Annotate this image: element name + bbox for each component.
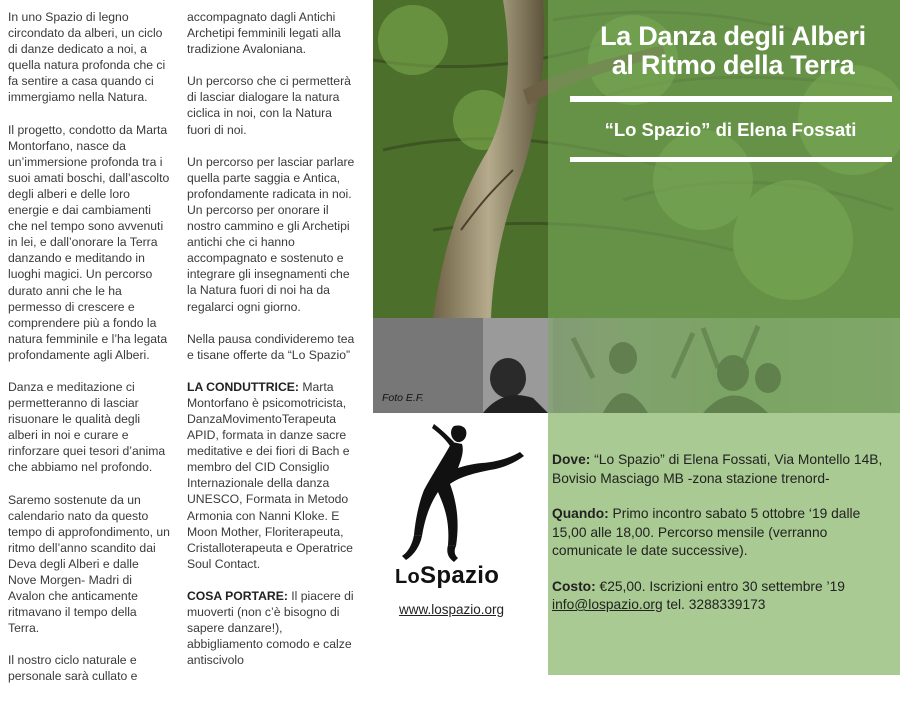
paragraph: In uno Spazio di legno circondato da alberi, un ciclo di danze dedicato a noi, a quella natura profonda che ci fa sentire a casa quando ci immergiamo nella Natura. [8,10,166,105]
logo-lo: Lo [395,566,421,588]
paragraph: Nella pausa condivideremo tea e tisane offerte da “Lo Spazio” [187,331,355,362]
cosa-portare-paragraph [187,588,359,668]
paragraph: Danza e meditazione ci permetteranno di lasciar risuonare le qualità degli alberi in noi e curare e rinforzare quei tesori d’anima che abbiamo nel profondo. [8,379,166,475]
paragraph: accompagnato dagli Antichi Archetipi femminili legati alla tradizione Avaloniana. [187,10,341,57]
conduttrice-label: LA CONDUTTRICE: [187,379,299,394]
paragraph: Il nostro ciclo naturale e personale sarà cullato e [8,653,138,684]
logo-text [395,562,499,590]
info-panel [548,413,900,675]
email-link[interactable]: info@lospazio.org [552,597,663,612]
paragraph: Saremo sostenute da un calendario nato da questo tempo di approfondimento, un ritmo dell’anno scandito dai Deva degli Alberi e dalle Nove Morgen- Madri di Avalon che anticamente ritmavano il tempo della Terra. [8,492,170,636]
costo-paragraph [552,578,897,615]
cosa-portare-text: Il piacere di muoverti (non c’è bisogno di sapere danzare!), abbigliamento comodo e calze antiscivolo [187,588,354,668]
dove-paragraph [552,451,897,488]
cover-photo [373,0,900,318]
page-subtitle: “Lo Spazio” di Elena Fossati [604,119,857,140]
costo-label: Costo: [552,578,596,594]
quando-paragraph [552,505,897,561]
paragraph: Un percorso per lasciar parlare quella parte saggia e Antica, profondamente radicata in noi. Un percorso per onorare il nostro cammino e gli Archetipi antichi che ci hanno accompagnato e sostenuto e integrare gli insegnamenti che la Natura fuori di noi ha da regalarci ogni giorno. [187,154,355,314]
dove-label: Dove: [552,452,591,467]
conduttrice-text: Marta Montorfano è psicomotricista, DanzaMovimentoTerapeuta APID, formata in danze sacre meditative e dei fiori di Bach e membro del CID Consiglio Internazionale della danza UNESCO, Formata in Metodo Armonia con Nanni Kloke. E Moon Mother, Floriterapeuta, Cristalloterapeuta e Operatrice Soul Contact. [187,379,353,571]
quando-label: Quando: [552,506,609,521]
conduttrice-paragraph [187,379,359,572]
page-title [573,22,893,80]
dove-text: “Lo Spazio” di Elena Fossati, Via Montello 14B, Bovisio Masciago MB -zona stazione trenord- [552,452,883,486]
text-column-2 [187,0,359,684]
cosa-portare-label: COSA PORTARE: [187,588,288,603]
paragraph: Un percorso che ci permetterà di lasciar dialogare la natura ciclica in noi, con la Natura fuori di noi. [187,74,351,137]
text-column-1 [8,0,170,701]
dancer-logo-icon [392,420,532,565]
divider [570,157,892,162]
website-link[interactable]: www.lospazio.org [399,602,505,617]
logo-spazio: Spazio [420,562,500,589]
title-line-1: La Danza degli Alberi [600,21,866,51]
phone-number: tel. 3288339173 [662,597,766,612]
green-overlay [548,318,900,413]
divider [570,96,892,102]
quando-text: Primo incontro sabato 5 ottobre ‘19 dalle 15,00 alle 18,00. Percorso mensile (verranno comunicate le date successive). [552,506,861,558]
paragraph: Il progetto, condotto da Marta Montorfano, nasce da un’immersione profonda tra i suoi amati boschi, dall’ascolto degli alberi e delle loro energie e dai cambiamenti che nel tempo sono avvenuti in lei, e dall’onorare la Terra danzando e meditando in luoghi magici. Un percorso durato anni che le ha permesso di crescere e comprendere più a fondo la natura femminile e l’ha legata profondamente agli Alberi. [8,122,170,362]
costo-text: €25,00. Iscrizioni entro 30 settembre ’19 [595,578,845,594]
title-line-2: al Ritmo della Terra [611,50,855,80]
photo-credit: Foto E.F. [382,392,424,404]
dancers-photo [373,318,900,413]
